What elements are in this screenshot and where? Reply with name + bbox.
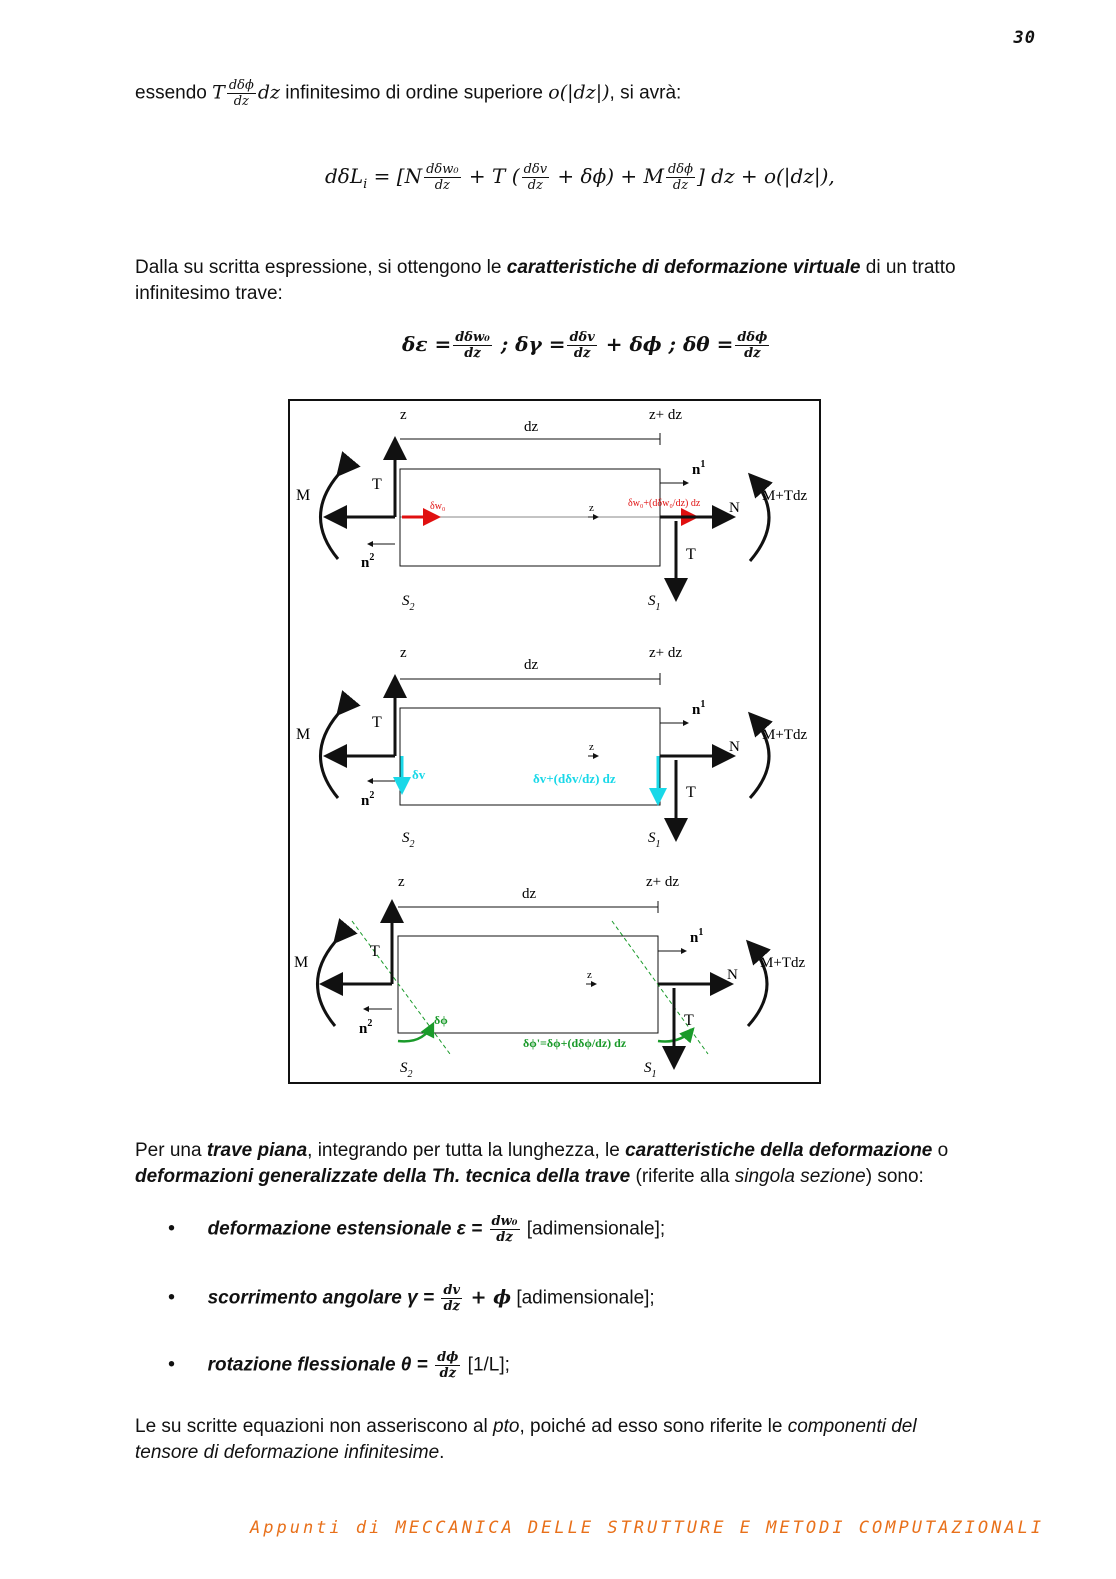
z-label: z (400, 407, 407, 423)
svg-text:T: T (372, 714, 382, 731)
svg-text:dz: dz (524, 657, 539, 673)
main-equation: dδL$_i$ = [N $\frac{\text{dδw₀}}{dz}$ + T ( $\frac{\text{dδv}}{dz}$ + δϕ) + M $\frac{\text{dδϕ}}{dz}$ ] dz + o(|dz|), (325, 162, 835, 193)
intro-order: o(|dz|) (548, 81, 610, 104)
svg-text:n2: $n^2$ (361, 790, 375, 809)
svg-text:δw₀+(dδw₀/dz) dz: δw₀+(dδw₀/dz) dz (628, 498, 701, 509)
intro-dz: dz (257, 81, 281, 104)
svg-text:N: N (729, 500, 740, 516)
svg-text:T: T (684, 1012, 694, 1029)
svg-text:n1: $n^1$ (690, 927, 704, 946)
page-footer: Appunti di MECCANICA DELLE STRUTTURE E METODI COMPUTAZIONALI (250, 1518, 1045, 1538)
intro-fraction: $\frac{\text{dδϕ}}{dz}$ (228, 78, 254, 109)
svg-text:z: z (587, 969, 592, 981)
bullet-shear: • scorrimento angolare γ = $\frac{dv}{dz}$ + ϕ [adimensionale]; (168, 1283, 655, 1314)
svg-text:N: N (727, 967, 738, 983)
svg-text:z+ dz: z+ dz (649, 645, 683, 661)
svg-text:z: z (398, 874, 405, 890)
figure-frame (289, 400, 820, 1083)
intro-post: , si avrà: (609, 82, 682, 104)
svg-text:M: M (296, 487, 311, 504)
deformation-equation: δε = $\frac{\text{dδw₀}}{dz}$ ; δγ = $\frac{\text{dδv}}{dz}$ + δϕ ; δθ = $\frac{\text{dδϕ}}{dz}$ (402, 330, 768, 361)
page-number: 30 (1013, 28, 1036, 48)
svg-text:M+Tdz: M+Tdz (760, 955, 806, 971)
svg-text:S1: $S_1$ (648, 593, 661, 613)
svg-text:z: z (400, 645, 407, 661)
intro-mid: infinitesimo di ordine superiore (285, 82, 543, 104)
svg-text:z+ dz: z+ dz (646, 874, 680, 890)
svg-text:n1: $n^1$ (692, 699, 706, 718)
svg-text:M+Tdz: M+Tdz (762, 727, 808, 743)
svg-text:T: T (686, 784, 696, 801)
svg-text:S1: $S_1$ (648, 830, 661, 850)
svg-text:δv: δv (412, 767, 426, 782)
svg-text:n2: $n^2$ (359, 1018, 373, 1037)
bullet-extension: • deformazione estensionale ε = $\frac{\text{dw₀}}{dz}$ [adimensionale]; (168, 1214, 666, 1245)
svg-text:δϕ: δϕ (434, 1013, 448, 1027)
svg-text:δv+(dδv/dz) dz: δv+(dδv/dz) dz (533, 771, 616, 786)
paragraph-3: Le su scritte equazioni non asseriscono al pto, poiché ad esso sono riferite le componenti del tensore di deformazione infinitesime. (135, 1416, 917, 1463)
svg-text:z: z (589, 741, 594, 753)
paragraph-2: Per una trave piana, integrando per tutta la lunghezza, le caratteristiche della deformazione o deformazioni generalizzate della Th. tecnica della trave (riferite alla singola sezione) sono: (135, 1140, 949, 1187)
bullet-icon: • (168, 1353, 176, 1376)
svg-text:T: T (372, 476, 382, 493)
svg-text:M+Tdz: M+Tdz (762, 488, 808, 504)
intro-T: T (212, 81, 225, 104)
svg-text:δϕ'=δϕ+(dδϕ/dz) dz: δϕ'=δϕ+(dδϕ/dz) dz (523, 1036, 627, 1050)
dz-label: dz (524, 419, 539, 435)
bullet-icon: • (168, 1217, 176, 1240)
paragraph-1: Dalla su scritta espressione, si ottengono le caratteristiche di deformazione virtuale di un tratto infinitesimo trave: (135, 257, 956, 304)
intro-pre: essendo (135, 82, 207, 104)
svg-text:S1: $S_1$ (644, 1060, 657, 1080)
svg-text:δw₀: δw₀ (430, 501, 446, 512)
svg-text:n2: $n^2$ (361, 552, 375, 571)
intro-line (135, 78, 681, 109)
svg-text:M: M (296, 726, 311, 743)
bullet-rotation: • rotazione flessionale θ = $\frac{d\phi}{dz}$ [1/L]; (168, 1350, 510, 1381)
svg-text:T: T (370, 943, 380, 960)
svg-text:M: M (294, 954, 309, 971)
svg-text:n1: $n^1$ (692, 459, 706, 478)
svg-text:T: T (686, 546, 696, 563)
svg-text:z: z (589, 502, 594, 514)
svg-text:S2: $S_2$ (402, 830, 415, 850)
svg-text:S2: $S_2$ (402, 593, 415, 613)
svg-text:N: N (729, 739, 740, 755)
bullet-icon: • (168, 1286, 176, 1309)
svg-text:S2: $S_2$ (400, 1060, 413, 1080)
beam-diagram (288, 399, 821, 1084)
z-dz-label: z+ dz (649, 407, 683, 423)
svg-text:dz: dz (522, 886, 537, 902)
